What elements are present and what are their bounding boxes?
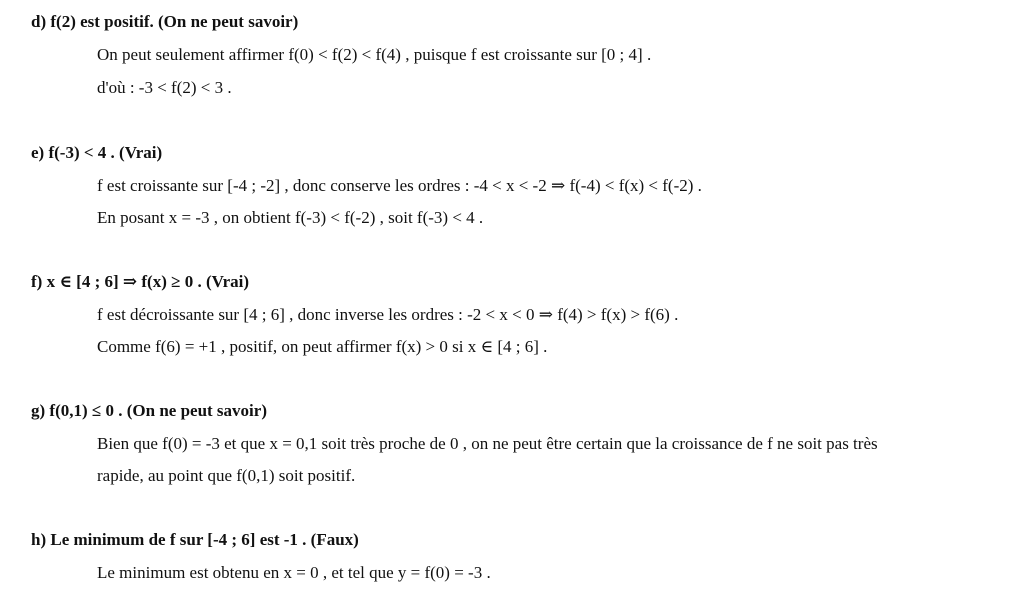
section-heading: d) f(2) est positif. (On ne peut savoir) [31,12,299,31]
section-line: On peut seulement affirmer f(0) < f(2) < f(4) , puisque f est croissante sur [0 ; 4] . [97,45,652,64]
section-line: f est décroissante sur [4 ; 6] , donc inverse les ordres : -2 < x < 0 ⇒ f(4) > f(x) > f(6) . [97,305,679,324]
section-line: En posant x = -3 , on obtient f(-3) < f(-2) , soit f(-3) < 4 . [97,208,484,227]
section-line: f est croissante sur [-4 ; -2] , donc conserve les ordres : -4 < x < -2 ⇒ f(-4) < f(x) < f(-2) . [97,176,702,195]
section-heading: e) f(-3) < 4 . (Vrai) [31,143,163,162]
section-heading: h) Le minimum de f sur [-4 ; 6] est -1 . (Faux) [31,530,359,549]
section-line: rapide, au point que f(0,1) soit positif. [97,466,356,485]
section-line: d'où : -3 < f(2) < 3 . [97,78,232,97]
section-line: Le minimum est obtenu en x = 0 , et tel que y = f(0) = -3 . [97,563,491,582]
section-line: Bien que f(0) = -3 et que x = 0,1 soit très proche de 0 , on ne peut être certain que la croissance de f ne soit pas très [97,434,878,453]
section-line: Comme f(6) = +1 , positif, on peut affirmer f(x) > 0 si x ∈ [4 ; 6] . [97,337,548,356]
section-heading: g) f(0,1) ≤ 0 . (On ne peut savoir) [31,401,267,420]
section-heading: f) x ∈ [4 ; 6] ⇒ f(x) ≥ 0 . (Vrai) [31,272,250,291]
